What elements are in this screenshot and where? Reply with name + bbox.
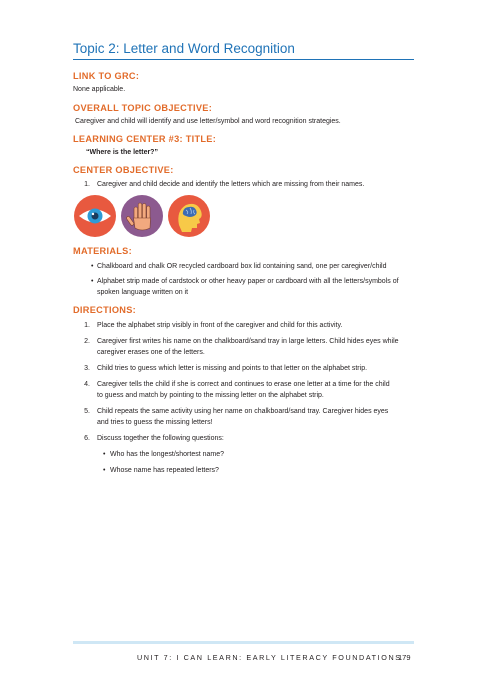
- materials-heading: MATERIALS:: [73, 246, 132, 256]
- title-rule: [73, 59, 414, 60]
- direction-number: 5.: [84, 408, 90, 415]
- materials-item: Alphabet strip made of cardstock or other heavy paper or cardboard with all the letters/symbols of: [97, 278, 399, 285]
- icon-row: [74, 195, 214, 237]
- grc-heading: LINK TO GRC:: [73, 71, 140, 81]
- hand-icon: [121, 195, 163, 237]
- direction-item-continued: to guess and match by pointing to the missing letter on the alphabet strip.: [97, 392, 324, 399]
- bullet-icon: •: [103, 451, 106, 458]
- direction-item: Child tries to guess which letter is missing and points to that letter on the alphabet strip.: [97, 365, 368, 372]
- direction-number: 6.: [84, 435, 90, 442]
- direction-number: 4.: [84, 381, 90, 388]
- topic-title: Topic 2: Letter and Word Recognition: [73, 41, 295, 56]
- center-objective-heading: CENTER OBJECTIVE:: [73, 165, 174, 175]
- learning-center-title: “Where is the letter?”: [86, 149, 158, 156]
- footer-unit-title: UNIT 7: I CAN LEARN: EARLY LITERACY FOUNDATIONS: [137, 653, 402, 662]
- page-number: 179: [398, 653, 411, 662]
- learning-center-heading: LEARNING CENTER #3: TITLE:: [73, 134, 217, 144]
- footer-rule: [73, 641, 414, 644]
- direction-item-continued: caregiver erases one of the letters.: [97, 349, 205, 356]
- direction-item: Discuss together the following questions:: [97, 435, 224, 442]
- direction-number: 2.: [84, 338, 90, 345]
- direction-item: Place the alphabet strip visibly in front of the caregiver and child for this activity.: [97, 322, 343, 329]
- head-brain-icon: [168, 195, 210, 237]
- direction-sub-item: Who has the longest/shortest name?: [110, 451, 225, 458]
- direction-item-continued: and tries to guess the missing letters!: [97, 419, 213, 426]
- direction-item: Child repeats the same activity using her name on chalkboard/sand tray. Caregiver hides eyes: [97, 408, 389, 415]
- direction-number: 3.: [84, 365, 90, 372]
- materials-item-continued: spoken language written on it: [97, 289, 189, 296]
- center-objective-number: 1.: [84, 181, 90, 188]
- objective-body: Caregiver and child will identify and use letter/symbol and word recognition strategies.: [75, 118, 341, 125]
- direction-number: 1.: [84, 322, 90, 329]
- eye-icon: [74, 195, 116, 237]
- materials-item: Chalkboard and chalk OR recycled cardboard box lid containing sand, one per caregiver/child: [97, 263, 387, 270]
- directions-heading: DIRECTIONS:: [73, 305, 137, 315]
- bullet-icon: •: [103, 467, 106, 474]
- bullet-icon: •: [91, 278, 94, 285]
- objective-heading: OVERALL TOPIC OBJECTIVE:: [73, 103, 213, 113]
- grc-body: None applicable.: [73, 86, 126, 93]
- direction-sub-item: Whose name has repeated letters?: [110, 467, 219, 474]
- center-objective-text: Caregiver and child decide and identify the letters which are missing from their names.: [97, 181, 365, 188]
- direction-item: Caregiver tells the child if she is correct and continues to erase one letter at a time for the child: [97, 381, 390, 388]
- direction-item: Caregiver first writes his name on the chalkboard/sand tray in large letters. Child hides eyes while: [97, 338, 399, 345]
- bullet-icon: •: [91, 263, 94, 270]
